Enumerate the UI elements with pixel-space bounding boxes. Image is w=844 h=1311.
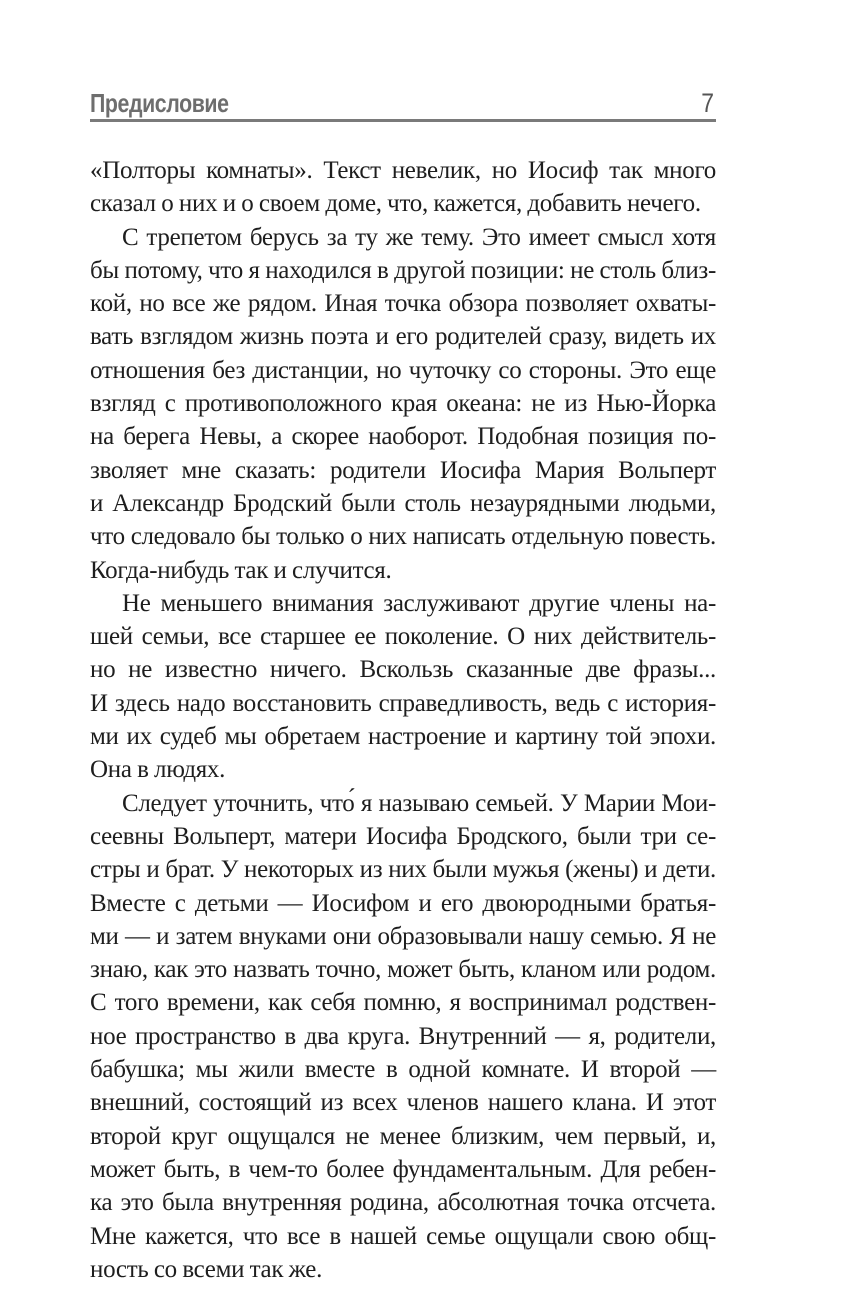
text-line: кой, но все же рядом. Иная точка обзора позволяет охваты- bbox=[90, 290, 716, 318]
text-line: Не меньшего внимания заслуживают другие члены на- bbox=[122, 589, 716, 617]
text-line: отношения без дистанции, но чуточку со стороны. Это еще bbox=[90, 356, 716, 384]
text-line: ка это была внутренняя родина, абсолютная точка отсчета. bbox=[90, 1189, 716, 1217]
text-line: стры и брат. У некоторых из них были мужья (жены) и дети. bbox=[90, 856, 716, 884]
paragraph-1 bbox=[90, 154, 716, 221]
text-line: «Полторы комнаты». Текст невелик, но Иосиф так много bbox=[90, 157, 716, 184]
text-line: Вместе с детьми — Иосифом и его двоюродными братья- bbox=[90, 889, 716, 917]
paragraph-4 bbox=[90, 787, 716, 1286]
text-line: И здесь надо восстановить справедливость, ведь с история- bbox=[90, 689, 716, 717]
text-line: второй круг ощущался не менее близким, чем первый, и, bbox=[90, 1122, 716, 1150]
text-line: Следует уточнить, что́ я называю семьей. У Марии Мои- bbox=[122, 789, 716, 817]
text-line: внешний, состоящий из всех членов нашего клана. И этот bbox=[90, 1089, 716, 1117]
text-line: ность со всеми так же. bbox=[90, 1255, 323, 1283]
text-line: знаю, как это назвать точно, может быть, кланом или родом. bbox=[90, 956, 716, 984]
text-line: и Александр Бродский были столь незаурядными людьми, bbox=[90, 489, 716, 517]
running-header bbox=[90, 84, 716, 124]
body-text bbox=[90, 154, 716, 1286]
text-line: шей семьи, все старшее ее поколение. О них действитель- bbox=[90, 623, 716, 651]
header-rule bbox=[90, 119, 716, 122]
text-line: С того времени, как себя помню, я воспринимал родствен- bbox=[90, 989, 716, 1017]
text-line: Она в людях. bbox=[90, 756, 226, 784]
text-line: ное пространство в два круга. Внутренний — я, родители, bbox=[90, 1022, 716, 1050]
paragraph-2 bbox=[90, 221, 716, 587]
text-line: ми — и затем внуками они образовывали нашу семью. Я не bbox=[90, 922, 716, 950]
text-line: С трепетом берусь за ту же тему. Это имеет смысл хотя bbox=[122, 223, 716, 251]
text-line: сказал о них и о своем доме, что, кажется, добавить нечего. bbox=[90, 190, 701, 218]
page-number: 7 bbox=[701, 88, 714, 118]
text-line: что следовало бы только о них написать отдельную повесть. bbox=[90, 523, 716, 551]
text-line: сеевны Вольперт, матери Иосифа Бродского, были три се- bbox=[90, 822, 716, 850]
text-line: Когда-нибудь так и случится. bbox=[90, 556, 392, 584]
text-line: взгляд с противоположного края океана: не из Нью-Йорка bbox=[90, 390, 716, 418]
text-line: бабушка; мы жили вместе в одной комнате. И второй — bbox=[90, 1056, 716, 1084]
text-line: ми их судеб мы обретаем настроение и картину той эпохи. bbox=[90, 723, 716, 751]
text-line: на берега Невы, а скорее наоборот. Подобная позиция по- bbox=[90, 423, 716, 451]
text-line: Мне кажется, что все в нашей семье ощущали свою общ- bbox=[90, 1222, 716, 1250]
text-line: вать взглядом жизнь поэта и его родителей сразу, видеть их bbox=[90, 323, 716, 351]
section-title: Предисловие bbox=[90, 88, 229, 118]
paragraph-3 bbox=[90, 587, 716, 787]
text-line: но не известно ничего. Вскользь сказанные две фразы... bbox=[90, 656, 716, 684]
text-line: может быть, в чем-то более фундаментальным. Для ребен- bbox=[90, 1155, 716, 1183]
text-line: бы потому, что я находился в другой позиции: не столь близ- bbox=[90, 256, 716, 284]
text-line: зволяет мне сказать: родители Иосифа Мария Вольперт bbox=[90, 456, 716, 484]
